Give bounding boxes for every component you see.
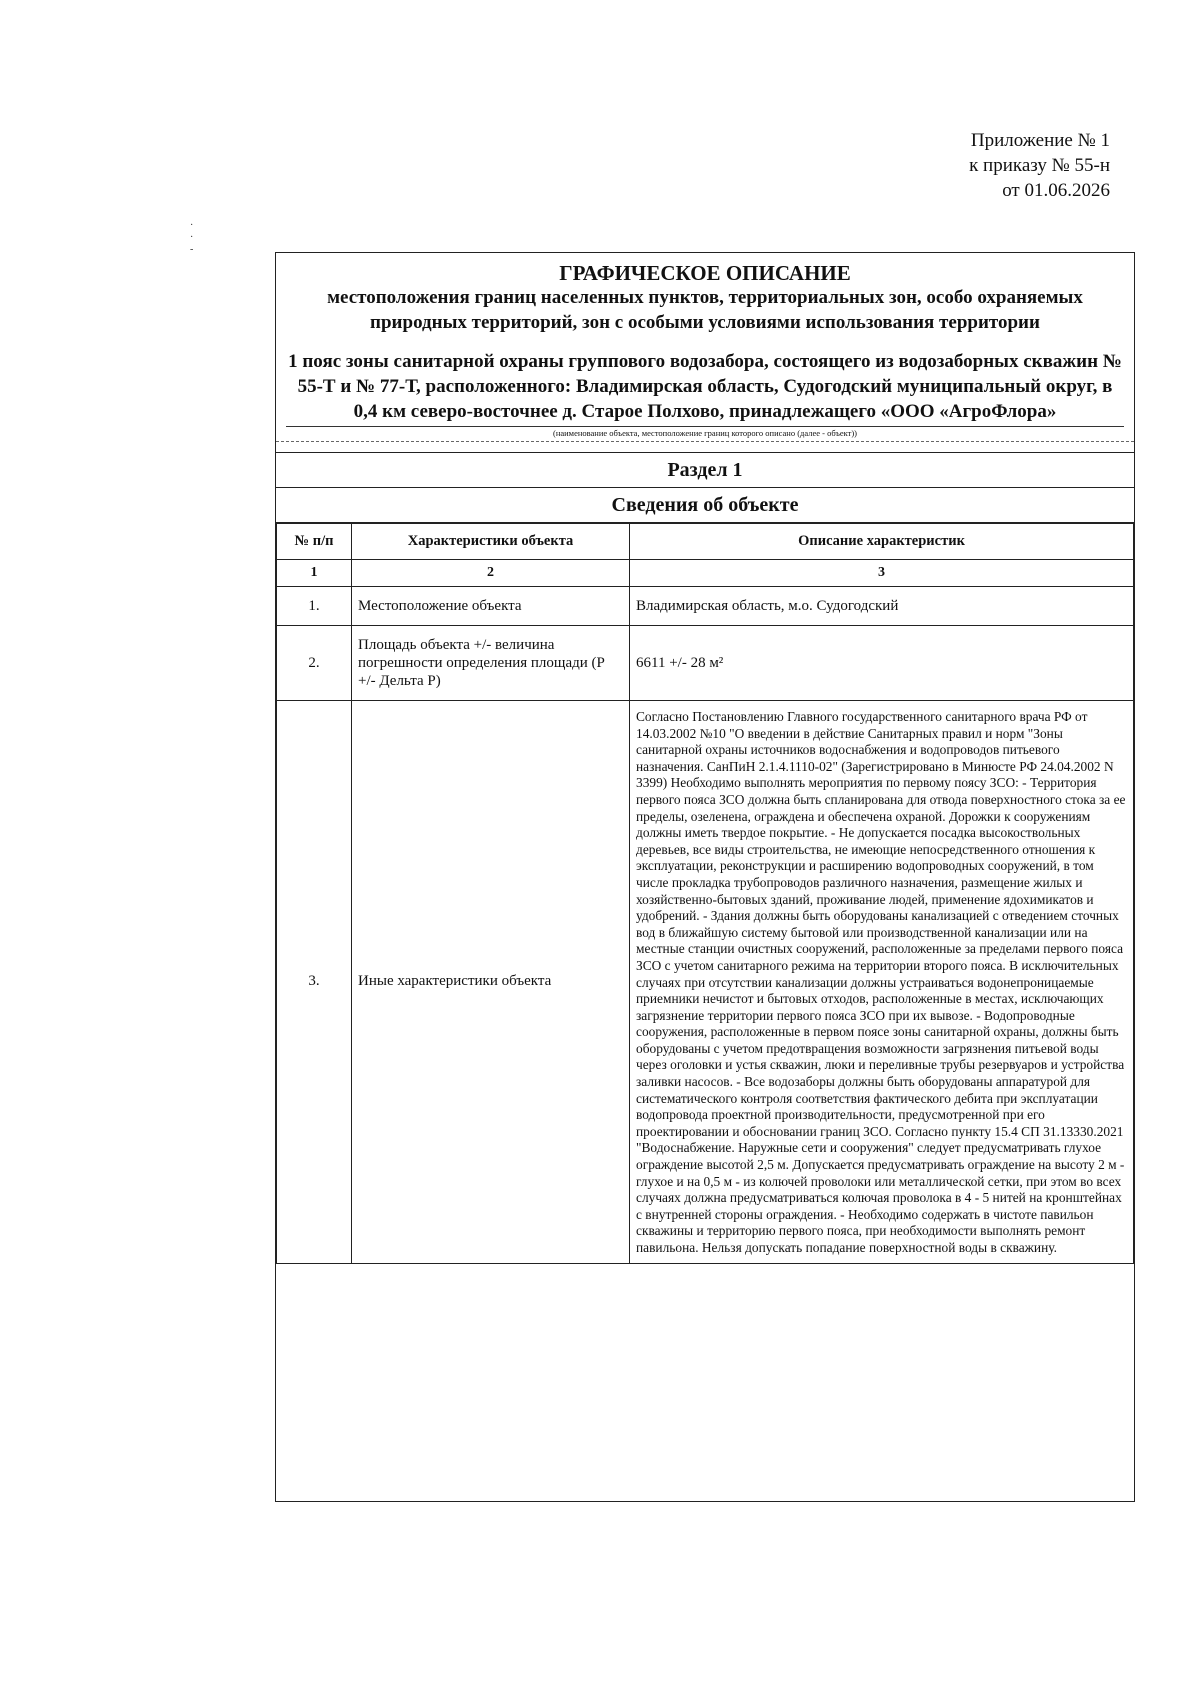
column-number: 1 [277,560,352,587]
row-number: 1. [277,587,352,626]
section-title: Раздел 1 [276,453,1134,488]
column-header-number: № п/п [277,524,352,560]
scan-specks: · · - [190,220,194,255]
row-characteristic: Площадь объекта +/- величина погрешности определения площади (Р +/- Дельта Р) [352,626,630,701]
row-characteristic: Местоположение объекта [352,587,630,626]
appendix-number: Приложение № 1 [970,130,1110,151]
object-caption: (наименование объекта, местоположение границ которого описано (далее - объект)) [286,426,1124,441]
column-number: 2 [352,560,630,587]
document-subtitle: местоположения границ населенных пунктов, территориальных зон, особо охраняемых природных территорий, зон с особыми условиями использования территории [327,287,1083,333]
row-number: 3. [277,701,352,1264]
appendix-date: от 01.06.2026 [1002,180,1110,201]
table-row [277,701,1134,1264]
appendix-reference [969,128,1110,203]
document-frame [275,252,1135,1502]
row-description: Согласно Постановлению Главного государственного санитарного врача РФ от 14.03.2002 №10 "О введении в действие Санитарных правил и норм "Зоны санитарной охраны источников водоснабжения и водопроводов питьевого назначения. СанПиН 2.1.4.1110-02" (Зарегистрировано в Минюсте РФ 24.04.2002 N 3399) Необходимо выполнять мероприятия по первому поясу ЗСО: - Территория первого пояса ЗСО должна быть спланирована для отвода поверхностного стока за ее пределы, озеленена, ограждена и обеспечена охраной. Дорожки к сооружениям должны иметь твердое покрытие. - Не допускается посадка высокоствольных деревьев, все виды строительства, не имеющие непосредственного отношения к эксплуатации, реконструкции и расширению водопроводных сооружений, в том числе прокладка трубопроводов различного назначения, размещение жилых и хозяйственно-бытовых зданий, проживание людей, применение ядохимикатов и удобрений. - Здания должны быть оборудованы канализацией с отведением сточных вод в ближайшую систему бытовой или производственной канализации или на местные станции очистных сооружений, расположенные за пределами первого пояса ЗСО с учетом санитарного режима на территории второго пояса. В исключительных случаях при отсутствии канализации должны устраиваться водонепроницаемые приемники нечистот и бытовых отходов, расположенные в местах, исключающих загрязнение территории первого пояса ЗСО при их вывозе. - Водопроводные сооружения, расположенные в первом поясе зоны санитарной охраны, должны быть оборудованы с учетом предотвращения возможности загрязнения питьевой воды через оголовки и устья скважин, люки и переливные трубы резервуаров и устройства заливки насосов. - Все водозаборы должны быть оборудованы аппаратурой для систематического контроля соответствия фактического дебита при эксплуатации водопровода проектной производительности, предусмотренной при его проектировании и обосновании границ ЗСО. Согласно пункту 15.4 СП 31.13330.2021 "Водоснабжение. Наружные сети и сооружения" следует предусматривать глухое ограждение высотой 2,5 м. Допускается предусматривать ограждение на высоту 2 м - глухое и на 0,5 м - из колючей проволоки или металлической сетки, при этом во всех случаях должна предусматриваться колючая проволока в 4 - 5 нитей на кронштейнах с внутренней стороны ограждения. - Необходимо содержать в чистоте павильон скважины и территорию первого пояса, при необходимости выполнять ремонт павильона. Нельзя допускать попадание поверхностной воды в скважину. [630,701,1134,1264]
separator [276,441,1134,453]
row-characteristic: Иные характеристики объекта [352,701,630,1264]
column-number: 3 [630,560,1134,587]
column-header-characteristic: Характеристики объекта [352,524,630,560]
object-name: 1 пояс зоны санитарной охраны группового водозабора, состоящего из водозаборных скважин № 55-Т и № 77-Т, расположенного: Владимирская область, Судогодский муниципальный округ, в 0,4 км северо-восточнее д. Старое Полхово, принадлежащего «ООО «АгроФлора» [288,351,1122,422]
document-title: ГРАФИЧЕСКОЕ ОПИСАНИЕ [559,261,851,285]
document-header [276,253,1134,441]
table-header-row [277,524,1134,560]
column-number-row [277,560,1134,587]
table-row [277,587,1134,626]
appendix-order: к приказу № 55-н [969,155,1110,176]
section-subtitle: Сведения об объекте [276,488,1134,523]
row-number: 2. [277,626,352,701]
row-description: 6611 +/- 28 м² [630,626,1134,701]
column-header-description: Описание характеристик [630,524,1134,560]
table-row [277,626,1134,701]
row-description: Владимирская область, м.о. Судогодский [630,587,1134,626]
object-info-table [276,523,1134,1264]
